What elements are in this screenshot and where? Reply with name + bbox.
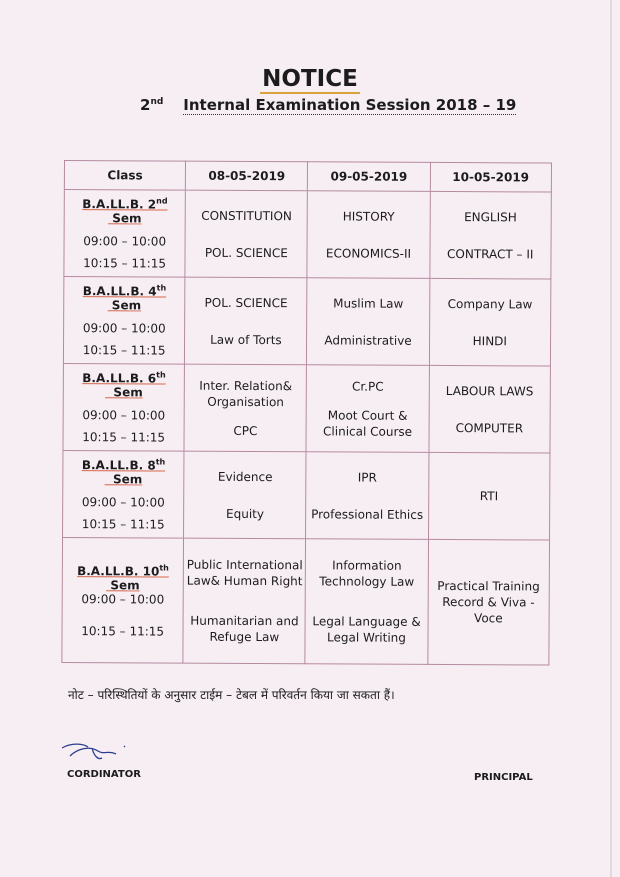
subject-cell (429, 191, 551, 279)
subject-name: LABOUR LAWS (445, 383, 534, 398)
class-name: B.A.LL.B. 4th Sem (82, 283, 167, 313)
subject-cell (184, 451, 307, 539)
subject-cell (428, 452, 550, 540)
subject-name: Moot Court & Clinical Course (323, 407, 413, 439)
subject-name: Administrative (324, 332, 412, 348)
time-slot-2: 10:15 – 11:15 (82, 343, 166, 358)
subject-name: IPR (357, 470, 377, 485)
timetable-header-row (64, 161, 551, 193)
subject-name: POL. SCIENCE (204, 245, 288, 260)
coordinator-signature (58, 738, 138, 770)
header-date-2: 09-05-2019 (308, 162, 430, 192)
subject-name: POL. SCIENCE (204, 295, 288, 310)
time-slot-1: 09:00 – 10:00 (82, 407, 166, 423)
timetable-row (63, 277, 550, 367)
time-slot-1: 09:00 – 10:00 (82, 320, 166, 336)
hindi-note: नोट – परिस्थितियों के अनुसार टाईम – टेबल में परिवर्तन किया जा सकता हैं। (68, 688, 395, 702)
subject-cell (429, 278, 551, 366)
class-name: B.A.LL.B. 8th Sem (81, 457, 166, 487)
time-slot-1: 09:00 – 10:00 (83, 233, 167, 249)
page-edge-shadow (610, 0, 612, 877)
subject-name: Muslim Law (333, 295, 404, 311)
subject-cell (307, 278, 430, 366)
subject-name: Cr.PC (351, 379, 384, 394)
class-name: B.A.LL.B. 2nd Sem (82, 196, 168, 226)
subject-name: CONSTITUTION (201, 208, 292, 223)
time-slot-1: 09:00 – 10:00 (81, 591, 165, 607)
time-slot-2: 10:15 – 11:15 (82, 430, 166, 445)
subject-cell (427, 539, 549, 665)
subject-name: HISTORY (342, 208, 395, 224)
subject-name: CPC (233, 423, 258, 438)
timetable-row (63, 450, 550, 540)
class-name: B.A.LL.B. 10th Sem (77, 563, 169, 592)
subject-name: Evidence (217, 469, 273, 484)
header-class: Class (64, 161, 185, 191)
subject-name: Company Law (447, 296, 533, 311)
time-slot-2: 10:15 – 11:15 (81, 517, 165, 532)
time-slot-2: 10:15 – 11:15 (83, 256, 167, 271)
subject-cell (183, 538, 306, 664)
notice-title-text: NOTICE (262, 66, 358, 92)
subject-cell (306, 365, 429, 453)
subject-cell (306, 452, 429, 540)
time-slot-1: 09:00 – 10:00 (81, 494, 165, 510)
timetable-row (64, 190, 551, 280)
subject-name: Legal Language & Legal Writing (312, 614, 421, 645)
subject-name: Inter. Relation& Organisation (199, 378, 293, 409)
class-cell (62, 537, 184, 663)
subject-name: ENGLISH (464, 209, 517, 224)
subject-name: CONTRACT – II (447, 246, 534, 261)
notice-title (0, 66, 620, 92)
time-slot-2: 10:15 – 11:15 (81, 623, 165, 639)
subject-cell (184, 364, 307, 452)
timetable-row (62, 537, 550, 665)
subject-cell (185, 277, 308, 365)
subject-name: RTI (479, 489, 499, 504)
exam-timetable (61, 160, 552, 666)
subtitle-text: Internal Examination Session 2018 – 19 (183, 96, 517, 114)
subtitle-ordinal: 2 (140, 96, 151, 114)
subject-name: COMPUTER (455, 420, 524, 435)
subject-name: Public International Law& Human Right (186, 557, 303, 589)
principal-label: PRINCIPAL (474, 772, 533, 783)
subject-name: Law of Torts (210, 332, 282, 347)
subject-cell (305, 539, 428, 665)
subject-name: ECONOMICS-II (325, 245, 412, 261)
subject-name: Professional Ethics (311, 506, 424, 522)
timetable-row (63, 363, 550, 453)
class-cell (63, 363, 185, 451)
subject-name: HINDI (472, 333, 508, 348)
notice-subtitle (140, 96, 516, 114)
subject-cell (307, 191, 430, 279)
subject-name: Equity (226, 506, 265, 521)
subject-name: Practical Training Record & Viva - Voce (437, 578, 540, 626)
class-cell (63, 450, 185, 538)
subject-cell (428, 365, 550, 453)
class-cell (64, 190, 186, 278)
header-date-1: 08-05-2019 (186, 161, 308, 191)
header-date-3: 10-05-2019 (430, 162, 552, 192)
subject-cell (185, 190, 308, 278)
subtitle-ordinal-suffix: nd (150, 97, 164, 107)
coordinator-label: CORDINATOR (67, 769, 141, 780)
class-cell (63, 277, 185, 365)
class-name: B.A.LL.B. 6th Sem (82, 370, 166, 400)
subject-name: Humanitarian and Refuge Law (190, 613, 299, 645)
subject-name: Information Technology Law (319, 558, 415, 589)
